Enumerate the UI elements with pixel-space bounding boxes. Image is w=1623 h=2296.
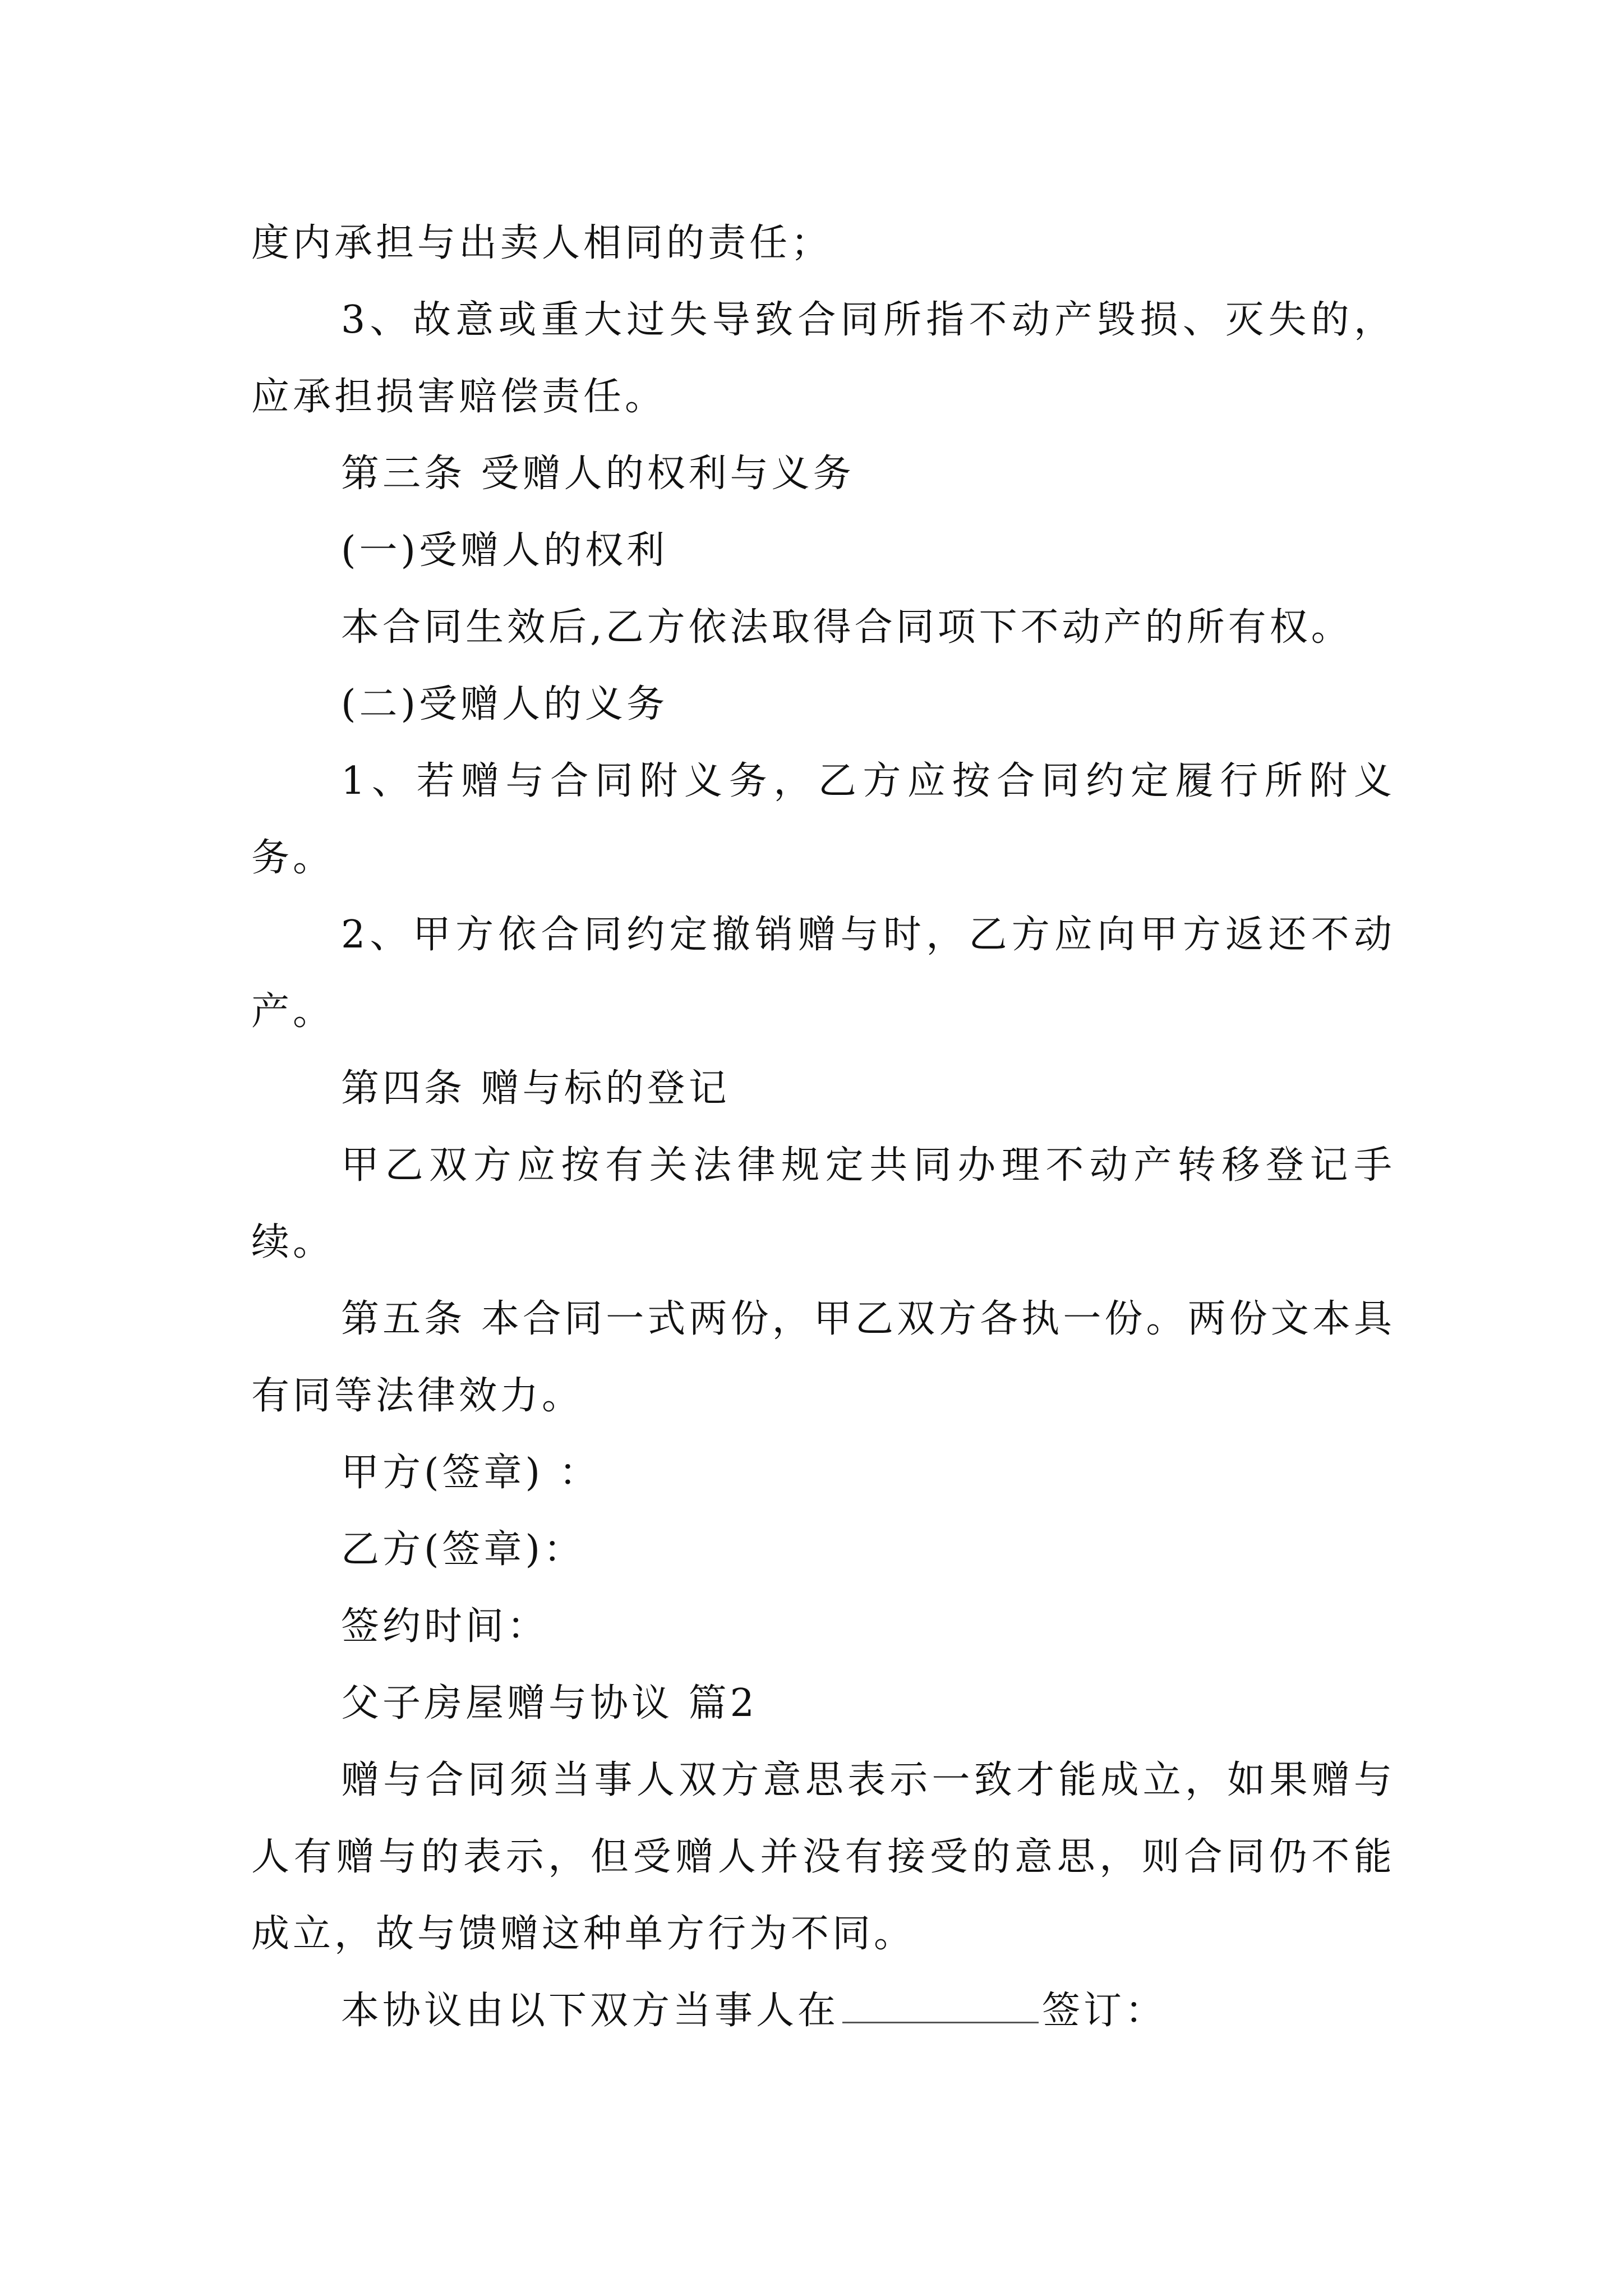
article-5-paragraph: 第五条 本合同一式两份，甲乙双方各执一份。两份文本具有同等法律效力。: [251, 1297, 1395, 1418]
paragraph-17: [251, 1972, 1395, 2049]
party-b-signature-line: 乙方(签章)：: [341, 1527, 585, 1572]
section-rights-heading: (一)受赠人的权利: [341, 528, 668, 573]
paragraph-5: 本合同生效后,乙方依法取得合同项下不动产的所有权。: [341, 605, 1353, 650]
paragraph-16: 赠与合同须当事人双方意思表示一致才能成立，如果赠与人有赠与的表示，但受赠人并没有接受的意思，则合同仍不能成立，故与馈赠这种单方行为不同。: [251, 1758, 1395, 1956]
paragraph-1: 度内承担与出卖人相同的责任；: [251, 221, 833, 265]
section-obligations-heading: (二)受赠人的义务: [341, 682, 668, 726]
paragraph-8: 2、甲方依合同约定撤销赠与时，乙方应向甲方返还不动产。: [251, 913, 1395, 1034]
paragraph-17-before-blank: 本协议由以下双方当事人在: [341, 1989, 840, 2033]
paragraph-2: 3、故意或重大过失导致合同所指不动产毁损、灭失的，应承担损害赔偿责任。: [251, 298, 1395, 419]
fill-in-blank: [842, 1988, 1039, 2023]
section-title-part-2: 父子房屋赠与协议 篇2: [341, 1681, 758, 1726]
paragraph-17-after-blank: 签订：: [1042, 1989, 1167, 2033]
article-3-heading: 第三条 受赠人的权利与义务: [341, 452, 855, 496]
signing-date-line: 签约时间：: [341, 1604, 549, 1649]
paragraph-7: 1、若赠与合同附义务，乙方应按合同约定履行所附义务。: [251, 759, 1395, 880]
party-a-signature-line: 甲方(签章) ：: [341, 1451, 601, 1495]
article-4-heading: 第四条 赠与标的登记: [341, 1066, 730, 1111]
document-body: [251, 205, 1395, 2049]
paragraph-10: 甲乙双方应按有关法律规定共同办理不动产转移登记手续。: [251, 1143, 1395, 1264]
